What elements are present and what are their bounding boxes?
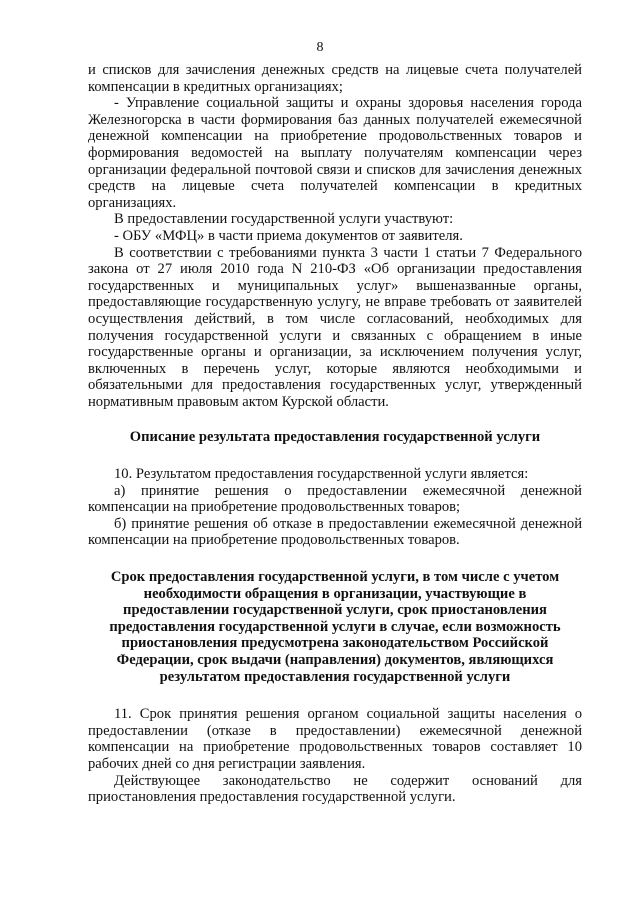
- paragraph-participants-intro: В предоставлении государственной услуги участвуют:: [114, 211, 454, 228]
- paragraph-result-option-b: б) принятие решения об отказе в предоставлении ежемесячной денежной компенсации на приобретение продовольственных товаров.: [88, 515, 582, 549]
- paragraph-mfc: - ОБУ «МФЦ» в части приема документов от заявителя.: [114, 227, 463, 244]
- section-heading-service-term: Срок предоставления государственной услуги, в том числе с учетом необходимости обращения в организации, участвующие в предоставлении государственной услуги, срок приостановления предоставления государственной услуги в случае, если возможность приостановления предусмотрена законодательством Российской Федерации, срок выдачи (направления) документов, являющихся результатом предоставления государственной услуги: [109, 569, 561, 685]
- page-number: 8: [316, 40, 324, 55]
- paragraph-continuation: и списков для зачисления денежных средств на лицевые счета получателей компенсации в кредитных организациях;: [88, 62, 582, 95]
- paragraph-result-option-a: а) принятие решения о предоставлении ежемесячной денежной компенсации на приобретение продовольственных товаров;: [88, 482, 582, 516]
- document-body: [88, 62, 582, 806]
- section-heading-result-description: Описание результата предоставления государственной услуги: [129, 429, 541, 446]
- paragraph-term-item-11: 11. Срок принятия решения органом социальной защиты населения о предоставлении (отказе в предоставлении) ежемесячной денежной компенсации на приобретение продовольственных товаров составляет 10 рабочих дней со дня регистрации заявления.: [88, 706, 582, 772]
- paragraph-no-suspension-grounds: Действующее законодательство не содержит оснований для приостановления предоставления государственной услуги.: [88, 772, 582, 806]
- paragraph-social-protection-department: - Управление социальной защиты и охраны здоровья населения города Железногорска в части формирования баз данных получателей ежемесячной денежной компенсации на приобретение продовольственных товаров и формирования ведомостей на выплату получателям компенсации через организации федеральной почтовой связи и списков для зачисления денежных средств на лицевые счета получателей компенсации в кредитных организациях.: [88, 95, 582, 211]
- paragraph-federal-law-requirements: В соответствии с требованиями пункта 3 части 1 статьи 7 Федерального закона от 27 июля 2010 года N 210-ФЗ «Об организации предоставления государственных и муниципальных услуг» вышеназванные органы, предоставляющие государственную услугу, не вправе требовать от заявителей осуществления действий, в том числе согласований, необходимых для получения государственной услуги и связанных с обращением в иные государственные органы и организации, за исключением получения услуг, включенных в перечень услуг, которые являются необходимыми и обязательными для предоставления государственных услуг, утвержденный нормативным правовым актом Курской области.: [88, 244, 582, 410]
- paragraph-result-item-10: 10. Результатом предоставления государственной услуги является:: [114, 466, 529, 483]
